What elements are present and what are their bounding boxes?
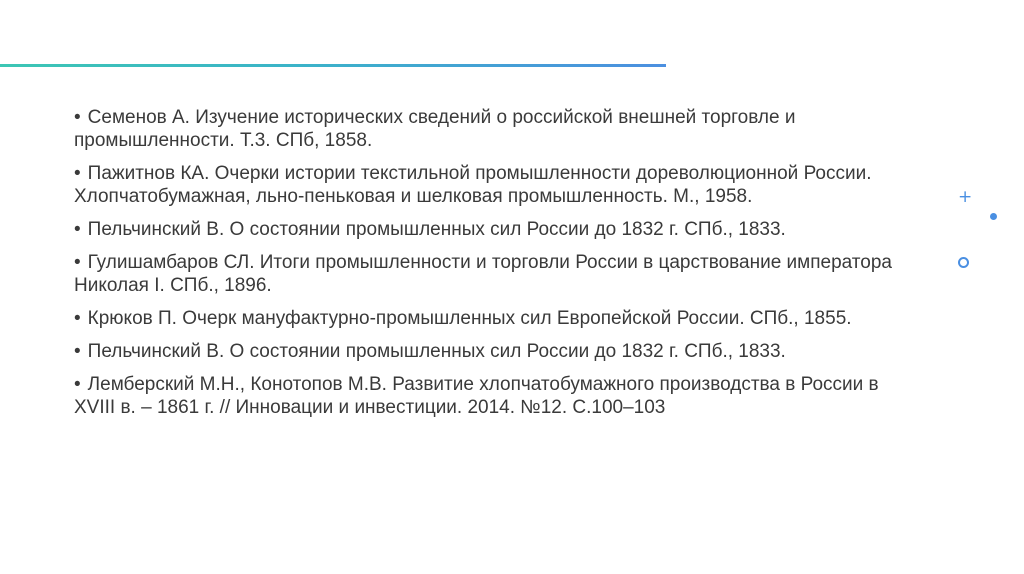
ring-icon [958,257,969,268]
dot-icon [990,213,997,220]
list-item [74,307,924,330]
list-item [74,106,924,152]
bullet-icon: • [74,252,81,273]
reference-text: Крюков П. Очерк мануфактурно-промышленных сил Европейской России. СПб., 1855. [87,308,852,329]
bullet-icon: • [74,308,81,329]
plus-icon: + [958,187,973,207]
top-accent-rule [0,64,666,67]
reference-text: Пельчинский В. О состоянии промышленных сил России до 1832 г. СПб., 1833. [87,219,786,240]
reference-text: Пельчинский В. О состоянии промышленных сил России до 1832 г. СПб., 1833. [87,341,786,362]
bullet-icon: • [74,219,81,240]
reference-text: Пажитнов КА. Очерки истории текстильной промышленности дореволюционной России. Хлопчатобумажная, льно-пеньковая и шелковая промышленность. М., 1958. [74,163,872,207]
reference-text: Лемберский М.Н., Конотопов М.В. Развитие хлопчатобумажного производства в России в XVIII в. – 1861 г. // Инновации и инвестиции. 2014. №12. С.100–103 [74,374,879,418]
list-item [74,340,924,363]
reference-text: Семенов А. Изучение исторических сведений о российской внешней торговле и промышленности. Т.3. СПб, 1858. [74,107,796,151]
bullet-icon: • [74,107,81,128]
list-item [74,162,924,208]
bullet-icon: • [74,374,81,395]
reference-text: Гулишамбаров СЛ. Итоги промышленности и торговли России в царствование императора Николая I. СПб., 1896. [74,252,892,296]
list-item [74,251,924,297]
bullet-icon: • [74,163,81,184]
list-item [74,218,924,241]
list-item [74,373,924,419]
bibliography-list [74,106,924,429]
bullet-icon: • [74,341,81,362]
